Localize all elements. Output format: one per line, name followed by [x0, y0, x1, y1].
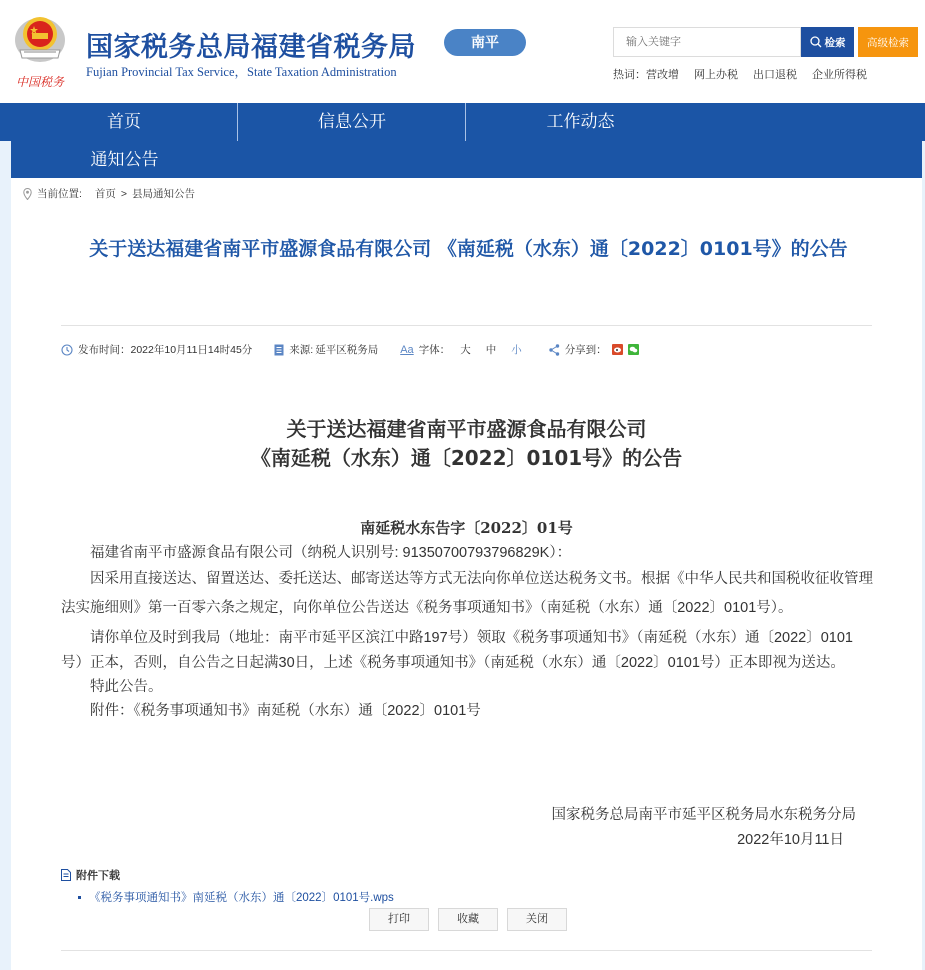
- nav-item-work-news[interactable]: 工作动态: [546, 112, 615, 131]
- nav-item-info-disclosure[interactable]: 信息公开: [239, 103, 466, 141]
- document-number: 南延税水东告字〔2022〕01号: [360, 519, 573, 537]
- site-title[interactable]: 国家税务总局福建省税务局: [86, 32, 416, 63]
- nav-item-notices[interactable]: 通知公告: [90, 150, 159, 169]
- search-field[interactable]: [613, 27, 801, 57]
- font-size-label: 字体：: [418, 344, 451, 356]
- hotword-link[interactable]: 企业所得税: [812, 69, 867, 81]
- hotwords-label: 热词：: [613, 69, 646, 81]
- breadcrumb-home[interactable]: 首页: [94, 188, 116, 200]
- nav-item-home[interactable]: 首页: [11, 103, 238, 141]
- font-size-large[interactable]: 大: [460, 344, 471, 356]
- publish-time: 2022年10月11日14时45分: [130, 344, 253, 356]
- location-pin-icon: [23, 188, 32, 200]
- search-button[interactable]: [801, 27, 854, 57]
- wechat-share-icon[interactable]: [628, 344, 639, 355]
- favorite-button[interactable]: 收藏: [438, 908, 498, 931]
- clock-icon: [61, 344, 73, 356]
- attachment-filename[interactable]: 《税务事项通知书》南延税（水东）通〔2022〕0101号.wps: [89, 892, 394, 904]
- svg-text:中国税务: 中国税务: [15, 75, 65, 89]
- region-badge[interactable]: 南平: [444, 29, 526, 56]
- article-body: [61, 541, 874, 723]
- document-title-line1: 关于送达福建省南平市盛源食品有限公司: [286, 417, 647, 441]
- attachment-link[interactable]: [78, 889, 394, 905]
- signature-block: [516, 803, 856, 853]
- site-header: [0, 0, 925, 103]
- breadcrumb-separator: >: [120, 187, 128, 200]
- hotword-link[interactable]: 出口退税: [753, 69, 797, 81]
- close-button[interactable]: 关闭: [507, 908, 567, 931]
- divider: [61, 325, 872, 326]
- signature-date: 2022年10月11日: [737, 832, 844, 848]
- document-icon: [274, 344, 284, 356]
- article-meta: [61, 342, 661, 357]
- signature-org: 国家税务总局南平市延平区税务局水东税务分局: [551, 807, 856, 823]
- advanced-search-button[interactable]: 高级检索: [858, 27, 918, 57]
- breadcrumb-label: 当前位置:: [37, 188, 82, 200]
- body-paragraph: 附件：《税务事项通知书》南延税（水东）通〔2022〕0101号: [90, 703, 481, 719]
- document-title-line2: 《南延税（水东）通〔2022〕0101号》的公告: [250, 446, 683, 470]
- site-subtitle: Fujian Provincial Tax Service，State Taxation Administration: [86, 65, 397, 79]
- font-size-icon: Aa: [400, 343, 414, 356]
- source-label: 来源:: [289, 344, 314, 356]
- font-size-medium[interactable]: 中: [485, 344, 497, 356]
- hotwords: [613, 66, 882, 82]
- breadcrumb: [23, 186, 195, 201]
- article-title: 关于送达福建省南平市盛源食品有限公司 《南延税（水东）通〔2022〕0101号》的公告: [89, 238, 848, 260]
- body-paragraph: 特此公告。: [90, 679, 163, 695]
- attachment-file-icon: [61, 869, 71, 881]
- body-paragraph: 请你单位及时到我局（地址：南平市延平区滨江中路197号）领取《税务事项通知书》（南延税（水东）通〔2022〕0101号）正本，否则，自公告之日起满30日，上述《税务事项通知书》（南延税（水东）通〔2022〕0101号）正本即视为送达。: [61, 630, 853, 671]
- hotword-link[interactable]: 营改增: [646, 69, 679, 81]
- attachments: [61, 867, 394, 905]
- weibo-share-icon[interactable]: [612, 344, 623, 355]
- document-title: [61, 415, 872, 473]
- hotword-link[interactable]: 网上办税: [694, 69, 738, 81]
- print-button[interactable]: 打印: [369, 908, 429, 931]
- action-buttons: [369, 908, 567, 931]
- body-paragraph: 福建省南平市盛源食品有限公司（纳税人识别号: 91350700793796829K）：: [90, 545, 572, 561]
- source-value: 延平区税务局: [315, 344, 379, 356]
- main-nav: [11, 103, 922, 178]
- publish-label: 发布时间：: [78, 344, 131, 356]
- share-label: 分享到：: [564, 344, 607, 356]
- bullet-icon: [78, 896, 81, 899]
- search-input[interactable]: [626, 36, 796, 48]
- search-icon: [810, 36, 822, 48]
- attachments-heading: 附件下载: [76, 870, 120, 882]
- body-paragraph: 因采用直接送达、留置送达、委托送达、邮寄送达等方式无法向你单位送达税务文书。根据《中华人民共和国税收征收管理法实施细则》第一百零六条之规定，向你单位公告送达《税务事项通知书》（南延税（水东）通〔2022〕0101号）。: [61, 571, 873, 616]
- tax-emblem-logo[interactable]: [12, 10, 68, 92]
- main-container: [11, 103, 922, 970]
- font-size-small[interactable]: 小: [511, 344, 522, 356]
- divider: [61, 950, 872, 951]
- share-icon: [549, 344, 560, 356]
- search-button-label: 检索: [824, 36, 846, 49]
- breadcrumb-current[interactable]: 县局通知公告: [132, 188, 196, 200]
